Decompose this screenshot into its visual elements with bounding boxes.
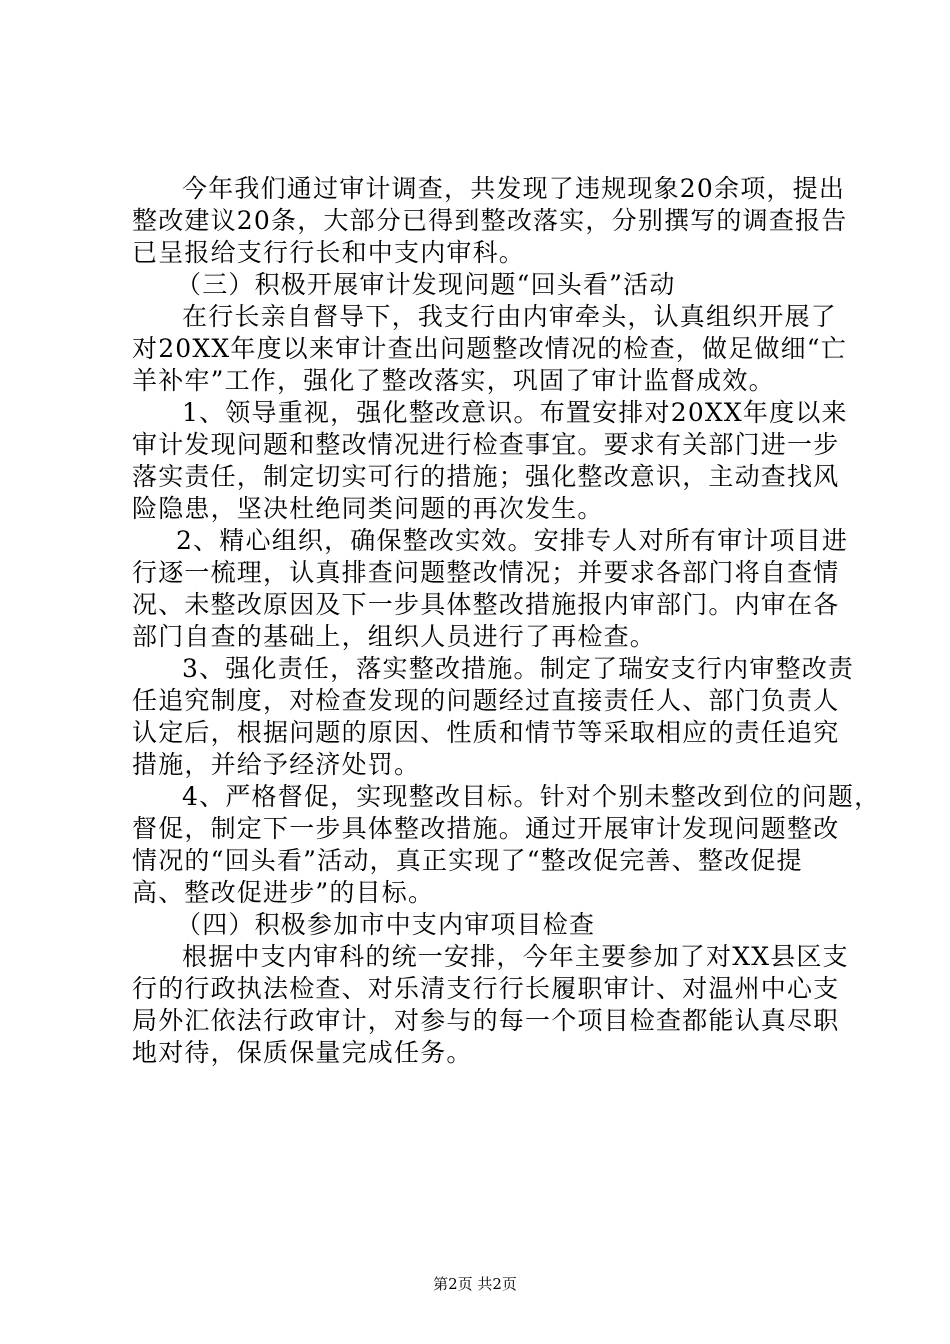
paragraph-line: 落实责任，制定切实可行的措施；强化整改意识，主动查找风 [132, 462, 840, 491]
paragraph-line: 地对待，保质保量完成任务。 [132, 1038, 473, 1067]
paragraph-line: 行逐一梳理，认真排查问题整改情况；并要求各部门将自查情 [132, 558, 840, 587]
paragraph-line: 已呈报给支行行长和中支内审科。 [132, 238, 526, 267]
section-heading: （三）积极开展审计发现问题“回头看”活动 [176, 270, 676, 299]
paragraph-line: 险隐患，坚决杜绝同类问题的再次发生。 [132, 494, 604, 523]
paragraph-line: 认定后，根据问题的原因、性质和情节等采取相应的责任追究 [132, 718, 840, 747]
paragraph-line: 况、未整改原因及下一步具体整改措施报内审部门。内审在各 [132, 590, 840, 619]
page-number-footer: 第2页 共2页 [433, 1275, 517, 1293]
paragraph-line: 4、严格督促，实现整改目标。针对个别未整改到位的问题， [182, 782, 881, 811]
paragraph-line: 2、精心组织，确保整改实效。安排专人对所有审计项目进 [176, 526, 849, 555]
paragraph-line: 羊补牢”工作，强化了整改落实，巩固了审计监督成效。 [132, 366, 775, 395]
document-body [132, 173, 881, 1069]
section-heading: （四）积极参加市中支内审项目检查 [176, 910, 596, 939]
paragraph-line: 任追究制度，对检查发现的问题经过直接责任人、部门负责人 [132, 686, 840, 715]
paragraph-line: 审计发现问题和整改情况进行检查事宜。要求有关部门进一步 [132, 430, 840, 459]
paragraph-line: 行的行政执法检查、对乐清支行行长履职审计、对温州中心支 [132, 974, 840, 1003]
paragraph-line: 措施，并给予经济处罚。 [132, 750, 421, 779]
paragraph-line: 督促，制定下一步具体整改措施。通过开展审计发现问题整改 [132, 814, 840, 843]
paragraph-line: 今年我们通过审计调查，共发现了违规现象20余项，提出 [182, 174, 846, 203]
paragraph-line: 根据中支内审科的统一安排，今年主要参加了对XX县区支 [182, 942, 849, 971]
paragraph-line: 高、整改促进步”的目标。 [132, 878, 435, 907]
paragraph-line: 在行长亲自督导下，我支行由内审牵头，认真组织开展了 [182, 302, 838, 331]
paragraph-line: 3、强化责任，落实整改措施。制定了瑞安支行内审整改责 [182, 654, 855, 683]
paragraph-line: 整改建议20条，大部分已得到整改落实，分别撰写的调查报告 [132, 206, 848, 235]
paragraph-line: 局外汇依法行政审计，对参与的每一个项目检查都能认真尽职 [132, 1006, 840, 1035]
paragraph-line: 部门自查的基础上，组织人员进行了再检查。 [132, 622, 657, 651]
paragraph-line: 对20XX年度以来审计查出问题整改情况的检查，做足做细“亡 [132, 334, 847, 363]
paragraph-line: 情况的“回头看”活动，真正实现了“整改促完善、整改促提 [132, 846, 803, 875]
paragraph-line: 1、领导重视，强化整改意识。布置安排对20XX年度以来 [182, 398, 848, 427]
